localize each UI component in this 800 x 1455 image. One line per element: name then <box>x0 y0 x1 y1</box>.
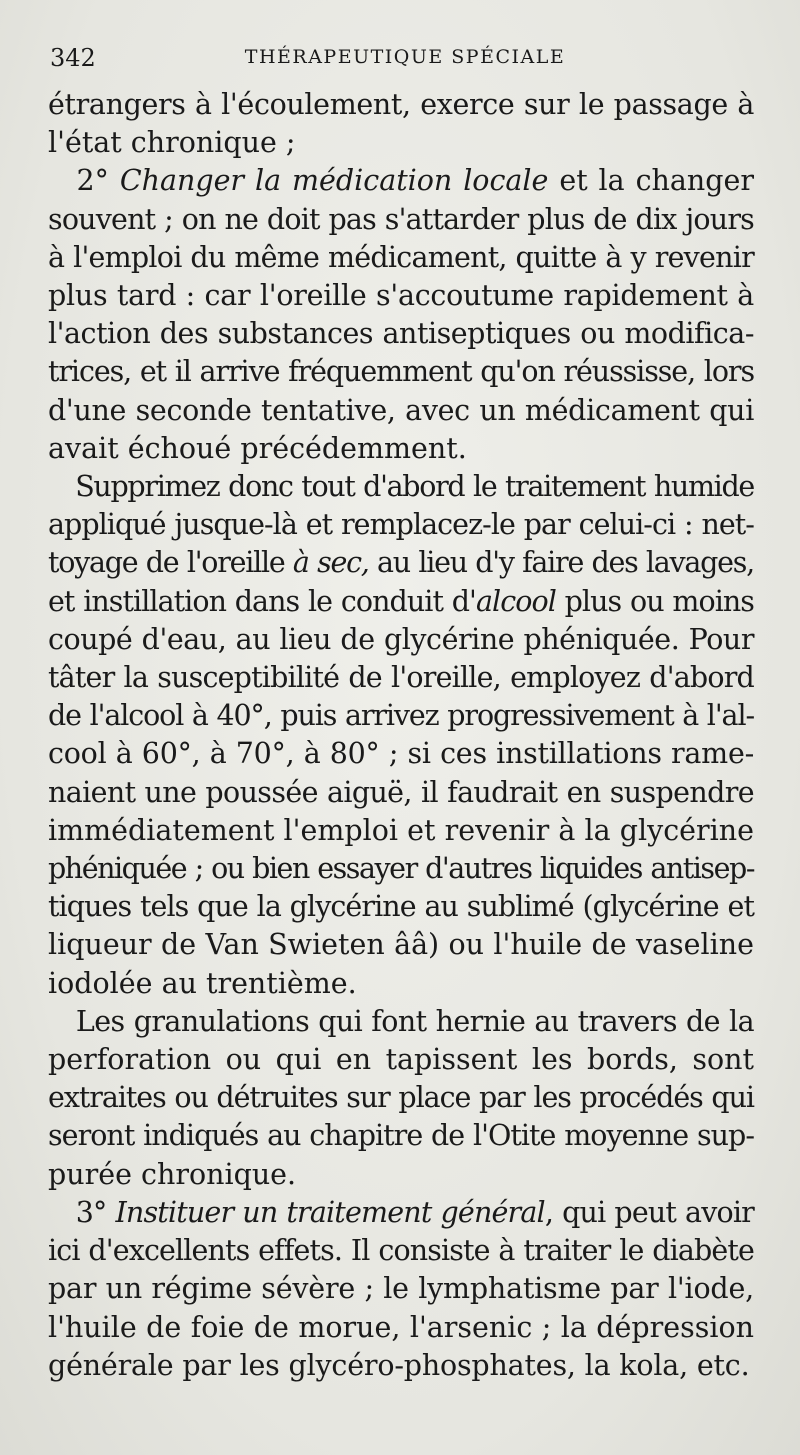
paragraph-treatment <box>48 468 754 1003</box>
emphasis-heading: Changer la médication locale <box>119 164 549 198</box>
paragraph-point-2 <box>48 162 754 468</box>
running-head: THÉRAPEUTIQUE SPÉCIALE <box>244 46 566 68</box>
text-line: seront indiqués au chapitre de l'Otite moyenne sup- <box>48 1119 754 1153</box>
text-line: Les granulations qui font hernie au travers de la <box>75 1004 754 1038</box>
emphasis: à sec, <box>292 546 369 580</box>
page-body <box>48 86 754 1385</box>
emphasis: alcool <box>475 584 556 618</box>
text-line: l'état chronique ; <box>48 126 296 160</box>
text-line: étrangers à l'écoulement, exerce sur le passage à <box>48 88 754 121</box>
emphasis-heading: Instituer un traitement général <box>115 1195 545 1229</box>
text-line: et instillation dans le conduit d'alcool plus ou moins <box>48 584 754 618</box>
text-line: cool à 60°, à 70°, à 80° ; si ces instillations rame- <box>48 737 754 771</box>
text-line: perforation ou qui en tapissent les bords, sont <box>48 1043 754 1077</box>
text-line: 3° Instituer un traitement général, qui peut avoir <box>75 1195 754 1229</box>
text-line: plus tard : car l'oreille s'accoutume rapidement à <box>48 279 754 313</box>
text-line: 2° Changer la médication locale et la changer <box>76 164 754 198</box>
text-line: d'une seconde tentative, avec un médicament qui <box>48 393 754 427</box>
text-line: trices, et il arrive fréquemment qu'on réussisse, lors <box>48 355 754 389</box>
text-line: de l'alcool à 40°, puis arrivez progressivement à l'al- <box>48 699 754 733</box>
text-line: immédiatement l'emploi et revenir à la glycérine <box>48 813 754 847</box>
list-number: 3° <box>75 1195 116 1229</box>
text-line: coupé d'eau, au lieu de glycérine phéniquée. Pour <box>48 622 754 656</box>
text-line: avait échoué précédemment. <box>48 431 467 465</box>
text-line: l'action des substances antiseptiques ou modifica- <box>48 317 754 351</box>
text-line: naient une poussée aiguë, il faudrait en suspendre <box>48 775 754 809</box>
text-line: purée chronique. <box>48 1157 297 1191</box>
text-line: liqueur de Van Swieten ââ) ou l'huile de vaseline <box>48 928 754 962</box>
page-number: 342 <box>50 44 96 72</box>
text-line: tiques tels que la glycérine au sublimé (glycérine et <box>48 890 754 924</box>
page-header <box>50 44 760 76</box>
text-line: extraites ou détruites sur place par les procédés qui <box>48 1081 754 1115</box>
text-line: iodolée au trentième. <box>48 966 357 1000</box>
text-line: ici d'excellents effets. Il consiste à traiter le diabète <box>48 1234 754 1268</box>
text-line: générale par les glycéro-phosphates, la kola, etc. <box>48 1348 750 1382</box>
list-number: 2° <box>76 164 120 198</box>
text-line: tâter la susceptibilité de l'oreille, employez d'abord <box>48 661 754 695</box>
text-line: appliqué jusque-là et remplacez-le par celui-ci : net- <box>48 508 754 542</box>
paragraph-point-3 <box>48 1194 754 1385</box>
text-line: souvent ; on ne doit pas s'attarder plus de dix jours <box>48 202 754 236</box>
text-line: phéniquée ; ou bien essayer d'autres liquides antisep- <box>48 852 754 886</box>
text-line: toyage de l'oreille à sec, au lieu d'y faire des lavages, <box>48 546 754 580</box>
text-line: à l'emploi du même médicament, quitte à y revenir <box>48 240 754 274</box>
paragraph-continuation <box>48 86 754 162</box>
text-line: l'huile de foie de morue, l'arsenic ; la dépression <box>48 1310 754 1344</box>
text-line: Supprimez donc tout d'abord le traitement humide <box>75 470 754 504</box>
paragraph-granulations <box>48 1003 754 1194</box>
text-line: par un régime sévère ; le lymphatisme par l'iode, <box>48 1272 754 1306</box>
